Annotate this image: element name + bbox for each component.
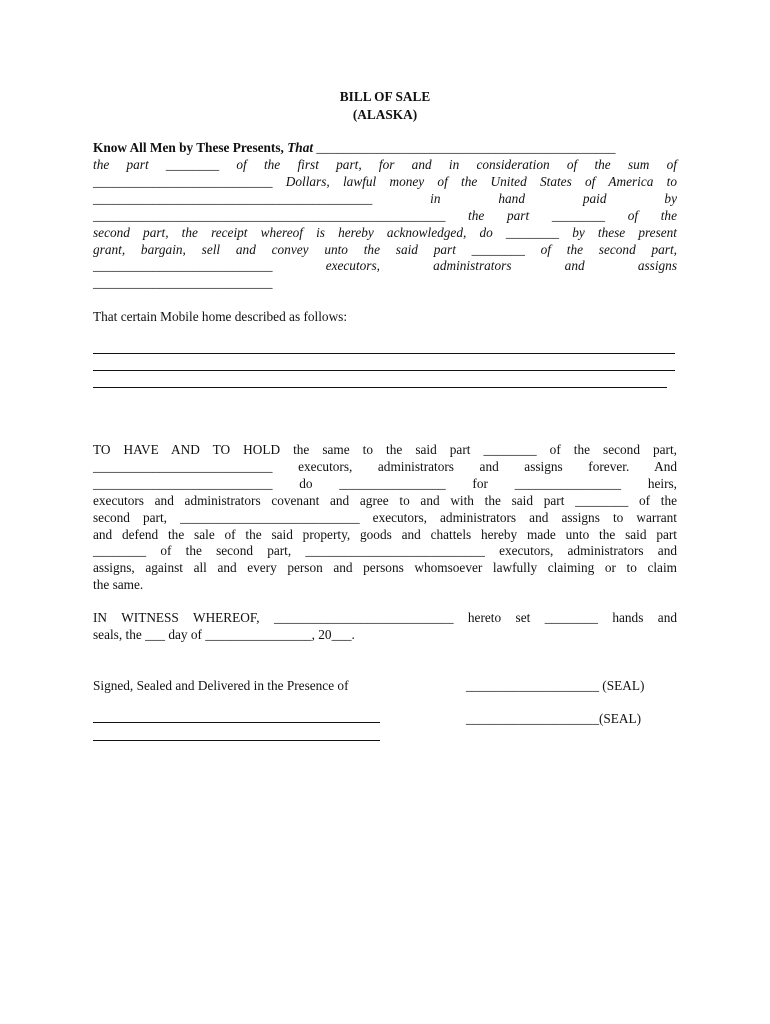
description-line-3 xyxy=(93,387,667,388)
intro-line-6: second part, the receipt whereof is hereby acknowledged, do ________ by these present xyxy=(93,225,677,240)
intro-blank: _____________________________________________ xyxy=(316,140,616,155)
habendum-line-3: ___________________________ do ________________ for ________________ heirs, xyxy=(93,476,677,491)
habendum-line-6: and defend the sale of the said property, goods and chattels hereby made unto the said part xyxy=(93,527,677,542)
intro-line-7: grant, bargain, sell and convey unto the said part ________ of the second part, xyxy=(93,242,677,257)
presence-label: Signed, Sealed and Delivered in the Presence of xyxy=(93,678,349,693)
witness-signature-line-2 xyxy=(93,740,380,741)
intro-italic-lead: That xyxy=(287,140,314,155)
witness-signature-line-1 xyxy=(93,722,380,723)
description-label: That certain Mobile home described as follows: xyxy=(93,309,348,324)
witness-line-2: seals, the ___ day of ________________, 20___. xyxy=(93,627,355,642)
habendum-line-5: second part, ___________________________ executors, administrators and assigns to warrant xyxy=(93,510,677,525)
habendum-line-9: the same. xyxy=(93,577,144,592)
intro-line-9: ___________________________ xyxy=(93,275,273,290)
intro-line-4: __________________________________________ in hand paid by xyxy=(93,191,677,206)
description-line-2 xyxy=(93,370,675,371)
habendum-line-4: executors and administrators covenant and agree to and with the said part ________ of the xyxy=(93,493,677,508)
witness-line-1: IN WITNESS WHEREOF, ___________________________ hereto set ________ hands and xyxy=(93,610,677,625)
document-title: BILL OF SALE xyxy=(339,89,431,104)
habendum-line-7: ________ of the second part, ___________________________ executors, administrators and xyxy=(93,543,677,558)
intro-line-5: _____________________________________________________ the part ________ of the xyxy=(93,208,677,223)
seal-signature-1: ____________________ (SEAL) xyxy=(466,678,645,693)
habendum-line-2: ___________________________ executors, administrators and assigns forever. And xyxy=(93,459,677,474)
seal-signature-2: ____________________(SEAL) xyxy=(466,711,642,726)
intro-bold-lead: Know All Men by These Presents, xyxy=(93,140,284,155)
intro-line-2: the part ________ of the first part, for and in consideration of the sum of xyxy=(93,157,677,172)
intro-line-3: ___________________________ Dollars, lawful money of the United States of America to xyxy=(93,174,677,189)
document-state: (ALASKA) xyxy=(352,107,418,122)
description-line-1 xyxy=(93,353,675,354)
intro-line-8: ___________________________ executors, administrators and assigns xyxy=(93,258,677,273)
intro-line-1 xyxy=(93,139,677,156)
habendum-line-1: TO HAVE AND TO HOLD the same to the said part ________ of the second part, xyxy=(93,442,677,457)
habendum-line-8: assigns, against all and every person and persons whomsoever lawfully claiming or to claim xyxy=(93,560,677,575)
